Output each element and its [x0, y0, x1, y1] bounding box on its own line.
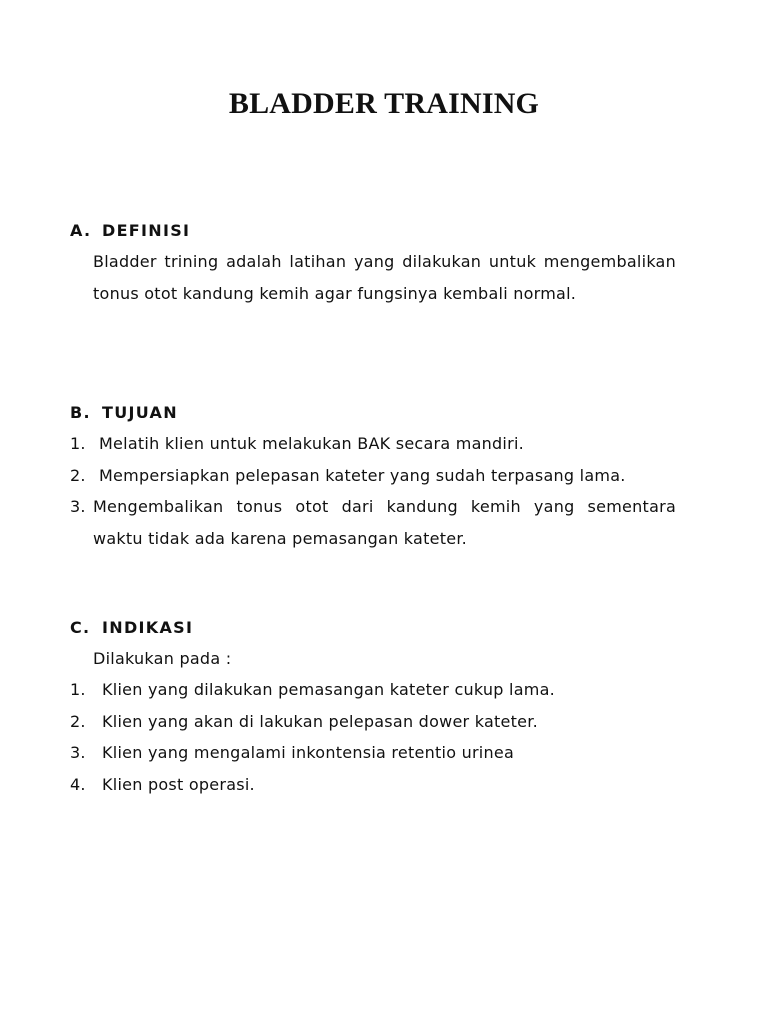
section-letter: C.	[70, 618, 91, 637]
list-item-number: 2.	[70, 711, 86, 731]
section-heading-text: INDIKASI	[102, 618, 194, 637]
section-definisi	[70, 215, 676, 309]
list-item-number: 3.	[70, 743, 86, 762]
list-item-number: 1.	[70, 680, 86, 699]
section-letter: A.	[70, 221, 92, 240]
list-item-text: Mempersiapkan pelepasan kateter yang sudah terpasang lama.	[99, 465, 626, 485]
section-heading-text: DEFINISI	[102, 221, 191, 240]
list-item	[70, 491, 676, 554]
list-item	[70, 428, 676, 460]
list-item-number: 1.	[70, 434, 86, 453]
document-title: BLADDER TRAINING	[228, 87, 540, 120]
indikasi-intro: Dilakukan pada :	[93, 649, 232, 668]
list-item-text: Klien yang mengalami inkontensia retentio urinea	[102, 743, 515, 762]
list-item	[70, 737, 676, 769]
definisi-paragraph: Bladder trining adalah latihan yang dilakukan untuk mengembalikan tonus otot kandung kemih agar fungsinya kembali normal.	[93, 252, 676, 303]
section-heading-definisi	[70, 215, 676, 246]
list-item-text: Melatih klien untuk melakukan BAK secara mandiri.	[99, 434, 524, 453]
list-item	[70, 706, 676, 738]
list-item	[70, 769, 676, 801]
list-item-text: Klien post operasi.	[102, 774, 255, 794]
list-item-text: Klien yang dilakukan pemasangan kateter cukup lama.	[102, 680, 556, 699]
section-letter: B.	[70, 403, 91, 422]
section-indikasi	[70, 612, 676, 800]
list-item	[70, 674, 676, 706]
list-item-number: 4.	[70, 774, 86, 794]
list-item	[70, 460, 676, 492]
list-item-number: 3.	[70, 497, 86, 516]
section-heading-tujuan	[70, 397, 676, 428]
list-item-text: Mengembalikan tonus otot dari kandung kemih yang sementara waktu tidak ada karena pemasangan kateter.	[93, 497, 676, 548]
section-heading-text: TUJUAN	[102, 403, 178, 422]
list-item-text: Klien yang akan di lakukan pelepasan dower kateter.	[102, 711, 538, 731]
section-tujuan	[70, 397, 676, 554]
section-heading-indikasi	[70, 612, 676, 643]
list-item-number: 2.	[70, 465, 86, 485]
